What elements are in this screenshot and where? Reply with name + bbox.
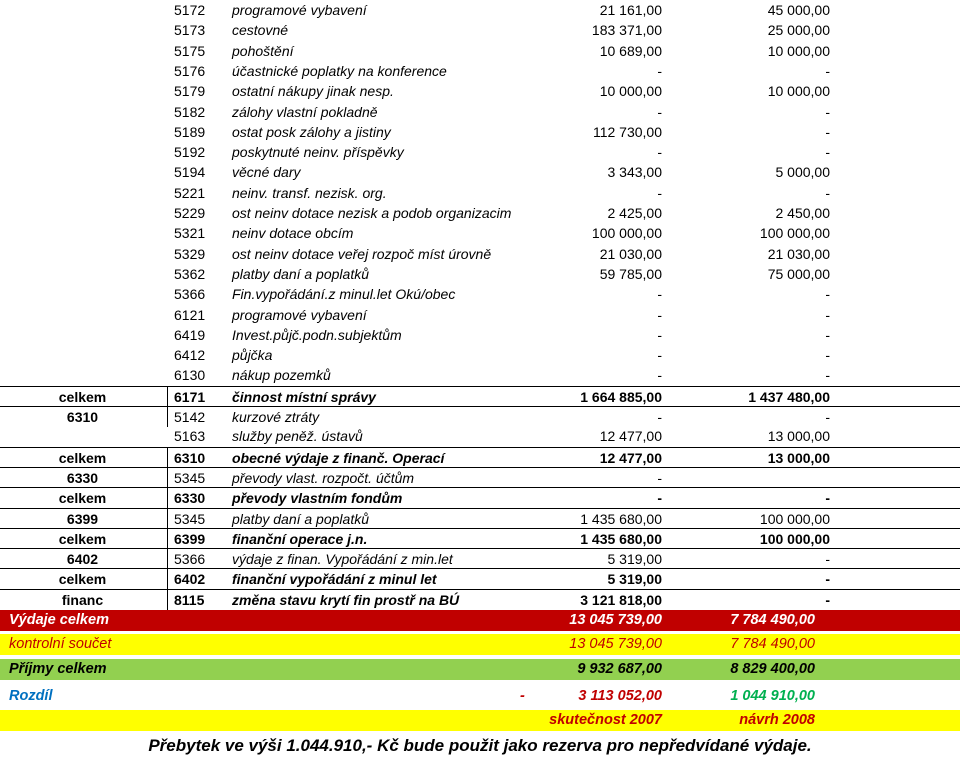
- col-2007: 21 030,00: [599, 245, 662, 262]
- rozdil-label: Rozdíl: [9, 688, 53, 704]
- table-row: [0, 528, 960, 549]
- col-2008: 13 000,00: [767, 428, 830, 445]
- col-code: 6121: [174, 306, 206, 323]
- col-2008: -: [825, 490, 830, 507]
- table-row: [0, 0, 960, 20]
- col-2007: -: [657, 469, 662, 486]
- table-row: [0, 305, 960, 325]
- col-desc: Invest.půjč.podn.subjektům: [232, 326, 402, 343]
- vydaje-v1: 13 045 739,00: [569, 612, 662, 628]
- col-group: [0, 264, 165, 284]
- col-2008: -: [825, 347, 830, 364]
- col-group: celkem: [58, 449, 107, 466]
- col-group: 6310: [66, 409, 99, 425]
- column-divider: [167, 407, 168, 427]
- col-2008: -: [825, 571, 830, 588]
- col-2007: -: [657, 367, 662, 384]
- col-group: [0, 20, 165, 40]
- kontrolni-v2: 7 784 490,00: [730, 636, 815, 652]
- col-2008: -: [825, 326, 830, 343]
- col-code: 5189: [174, 123, 206, 140]
- col-group: [0, 61, 165, 81]
- table-row: [0, 223, 960, 243]
- col-code: 5345: [174, 469, 206, 486]
- col-desc: výdaje z finan. Vypořádání z min.let: [232, 551, 453, 568]
- col-code: 5221: [174, 184, 206, 201]
- col-2007: 3 121 818,00: [580, 591, 662, 608]
- col-2007: 59 785,00: [599, 265, 662, 282]
- col-2008: -: [825, 409, 830, 425]
- col-group: celkem: [58, 530, 107, 547]
- col-2007: 12 477,00: [599, 428, 662, 445]
- col-code: 6130: [174, 367, 206, 384]
- column-divider: [167, 448, 168, 468]
- col-2008: 100 000,00: [759, 510, 830, 527]
- table-row: [0, 284, 960, 304]
- col-code: 6419: [174, 326, 206, 343]
- col-2008: -: [825, 103, 830, 120]
- col-2008: [670, 468, 830, 488]
- col-group: [0, 41, 165, 61]
- col-2008: 1 437 480,00: [748, 388, 830, 405]
- table-row: [0, 20, 960, 40]
- table-row: [0, 41, 960, 61]
- col-group: 6402: [66, 551, 99, 568]
- col-2008: -: [825, 591, 830, 608]
- column-divider: [167, 549, 168, 569]
- col-desc: neinv. transf. nezisk. org.: [232, 184, 387, 201]
- column-divider: [167, 569, 168, 589]
- col-desc: kurzové ztráty: [232, 409, 320, 425]
- col-2007: 5 319,00: [607, 571, 662, 588]
- col-2007: -: [657, 184, 662, 201]
- col-code: 6330: [174, 490, 206, 507]
- col-2007: 1 435 680,00: [580, 510, 662, 527]
- col-code: 5176: [174, 62, 206, 79]
- col-desc: ost neinv dotace veřej rozpoč míst úrovně: [232, 245, 492, 262]
- table-row: [0, 406, 960, 427]
- column-divider: [167, 387, 168, 407]
- prijmy-v2: 8 829 400,00: [730, 661, 815, 677]
- table-row: [0, 426, 960, 446]
- col-2008: -: [825, 551, 830, 568]
- col-2008: 25 000,00: [767, 22, 830, 39]
- band-vydaje: [0, 610, 960, 631]
- col-2007: -: [657, 490, 662, 507]
- col-group: [0, 162, 165, 182]
- col-group: celkem: [58, 490, 107, 507]
- col-2008: 100 000,00: [759, 530, 830, 547]
- col-group: 6330: [66, 469, 99, 486]
- rozdil-v2: 1 044 910,00: [730, 688, 815, 704]
- col-code: 5163: [174, 428, 206, 445]
- col-2008: 21 030,00: [767, 245, 830, 262]
- col-2008: -: [825, 123, 830, 140]
- col-group: [0, 284, 165, 304]
- col-2008: 13 000,00: [767, 449, 830, 466]
- col-desc: finanční operace j.n.: [232, 530, 368, 547]
- col-code: 5192: [174, 144, 206, 161]
- table-row: [0, 162, 960, 182]
- col-desc: služby peněž. ústavů: [232, 428, 363, 445]
- col-2008: -: [825, 144, 830, 161]
- col-2007: -: [657, 326, 662, 343]
- band-prijmy: [0, 659, 960, 680]
- table-row: [0, 81, 960, 101]
- col-code: 6310: [174, 449, 206, 466]
- col-group: [0, 365, 165, 385]
- table-row: [0, 203, 960, 223]
- vydaje-v2: 7 784 490,00: [730, 612, 815, 628]
- column-divider: [167, 509, 168, 529]
- col-desc: ostatní nákupy jinak nesp.: [232, 83, 394, 100]
- col-2007: 10 000,00: [599, 83, 662, 100]
- col-2008: -: [825, 367, 830, 384]
- col-group: [0, 305, 165, 325]
- col-code: 5329: [174, 245, 206, 262]
- col-2007: 100 000,00: [591, 225, 662, 242]
- header-2008: návrh 2008: [739, 712, 815, 728]
- table-row: [0, 487, 960, 508]
- col-desc: finanční vypořádání z minul let: [232, 571, 437, 588]
- table-row: [0, 264, 960, 284]
- col-2007: 21 161,00: [599, 2, 662, 18]
- table-row: [0, 244, 960, 264]
- col-group: financ: [61, 591, 104, 608]
- table-row: [0, 386, 960, 407]
- col-desc: zálohy vlastní pokladně: [232, 103, 378, 120]
- col-code: 5229: [174, 205, 206, 221]
- col-desc: činnost místní správy: [232, 388, 376, 405]
- col-group: [0, 244, 165, 264]
- prijmy-v1: 9 932 687,00: [577, 661, 662, 677]
- col-code: 5345: [174, 510, 206, 527]
- col-desc: účastnické poplatky na konference: [232, 62, 447, 79]
- col-2007: -: [657, 409, 662, 425]
- col-2007: 1 664 885,00: [580, 388, 662, 405]
- col-desc: platby daní a poplatků: [232, 510, 369, 527]
- col-desc: programové vybavení: [232, 306, 367, 323]
- col-2008: 45 000,00: [767, 2, 830, 18]
- table-row: [0, 122, 960, 142]
- rozdil-v1: 3 113 052,00: [578, 688, 662, 704]
- vydaje-label: Výdaje celkem: [9, 612, 109, 628]
- col-2008: 100 000,00: [759, 225, 830, 242]
- table-row: [0, 589, 960, 610]
- col-code: 5362: [174, 265, 206, 282]
- table-row: [0, 183, 960, 203]
- col-2007: 112 730,00: [592, 123, 662, 140]
- col-desc: převody vlastním fondům: [232, 490, 403, 507]
- table-row: [0, 102, 960, 122]
- col-group: [0, 122, 165, 142]
- table-row: [0, 508, 960, 529]
- col-group: [0, 81, 165, 101]
- col-group: [0, 223, 165, 243]
- col-desc: půjčka: [232, 347, 273, 364]
- col-group: celkem: [58, 388, 107, 405]
- col-code: 5366: [174, 286, 206, 303]
- col-2008: -: [825, 286, 830, 303]
- col-group: [0, 142, 165, 162]
- col-2008: -: [825, 306, 830, 323]
- col-2007: -: [657, 347, 662, 364]
- col-group: [0, 183, 165, 203]
- col-code: 5179: [174, 83, 206, 100]
- column-divider: [167, 590, 168, 610]
- footer-note: Přebytek ve výši 1.044.910,- Kč bude použit jako rezerva pro nepředvídané výdaje.: [148, 736, 812, 755]
- col-desc: neinv dotace obcím: [232, 225, 354, 242]
- col-2007: -: [657, 103, 662, 120]
- col-desc: převody vlast. rozpočt. účtům: [232, 469, 415, 486]
- col-group: [0, 102, 165, 122]
- col-desc: ost neinv dotace nezisk a podob organizacim: [232, 205, 512, 221]
- col-code: 5142: [174, 409, 206, 425]
- col-2007: 3 343,00: [607, 164, 662, 181]
- table-row: [0, 365, 960, 385]
- col-2008: 5 000,00: [775, 164, 830, 181]
- col-code: 6402: [174, 571, 206, 588]
- col-group: 6399: [66, 510, 99, 527]
- col-2008: 10 000,00: [767, 83, 830, 100]
- col-2007: 12 477,00: [599, 449, 662, 466]
- col-group: celkem: [58, 571, 107, 588]
- col-desc: nákup pozemků: [232, 367, 331, 384]
- kontrolni-v1: 13 045 739,00: [569, 636, 662, 652]
- col-desc: programové vybavení: [232, 2, 367, 18]
- col-2007: -: [657, 62, 662, 79]
- col-desc: změna stavu krytí fin prostř na BÚ: [232, 591, 460, 608]
- col-2008: 10 000,00: [767, 42, 830, 59]
- table-row: [0, 447, 960, 468]
- band-rozdil: [0, 686, 960, 707]
- col-desc: cestovné: [232, 22, 289, 39]
- col-code: 6412: [174, 347, 206, 364]
- col-desc: věcné dary: [232, 164, 301, 181]
- col-desc: poskytnuté neinv. příspěvky: [232, 144, 404, 161]
- col-desc: ostat posk zálohy a jistiny: [232, 123, 391, 140]
- col-2007: 1 435 680,00: [580, 530, 662, 547]
- col-group: [0, 426, 165, 446]
- col-code: 5366: [174, 551, 206, 568]
- col-2008: 75 000,00: [767, 265, 830, 282]
- col-group: [0, 203, 165, 223]
- col-2008: 2 450,00: [775, 205, 830, 221]
- col-2007: -: [657, 144, 662, 161]
- col-code: 6171: [174, 388, 206, 405]
- col-code: 5172: [174, 2, 206, 18]
- table-row: [0, 325, 960, 345]
- col-2007: -: [657, 286, 662, 303]
- table-row: [0, 142, 960, 162]
- col-2007: -: [657, 306, 662, 323]
- col-group: [0, 325, 165, 345]
- table-row: [0, 61, 960, 81]
- col-2007: 183 371,00: [591, 22, 662, 39]
- prijmy-label: Příjmy celkem: [9, 661, 107, 677]
- col-code: 5182: [174, 103, 206, 120]
- band-headers: [0, 710, 960, 731]
- table-row: [0, 548, 960, 569]
- col-desc: Fin.vypořádání.z minul.let Okú/obec: [232, 286, 456, 303]
- col-group: [0, 0, 165, 20]
- rozdil-dash: -: [520, 688, 525, 704]
- col-2008: -: [825, 184, 830, 201]
- col-code: 5173: [174, 22, 206, 39]
- column-divider: [167, 529, 168, 549]
- col-code: 5321: [174, 225, 206, 242]
- col-desc: pohoštění: [232, 42, 294, 59]
- col-2007: 10 689,00: [599, 42, 662, 59]
- col-desc: obecné výdaje z finanč. Operací: [232, 449, 445, 466]
- table-row: [0, 345, 960, 365]
- col-code: 5194: [174, 164, 206, 181]
- col-code: 8115: [174, 591, 205, 608]
- col-2008: -: [825, 62, 830, 79]
- band-kontrolni: [0, 634, 960, 655]
- col-2007: 5 319,00: [607, 551, 662, 568]
- kontrolni-label: kontrolní součet: [9, 636, 112, 652]
- column-divider: [167, 468, 168, 488]
- col-group: [0, 345, 165, 365]
- col-code: 6399: [174, 530, 206, 547]
- col-code: 5175: [174, 42, 206, 59]
- column-divider: [167, 488, 168, 508]
- table-row: [0, 467, 960, 488]
- table-row: [0, 568, 960, 589]
- col-2007: 2 425,00: [607, 205, 662, 221]
- col-desc: platby daní a poplatků: [232, 265, 369, 282]
- header-2007: skutečnost 2007: [549, 712, 662, 728]
